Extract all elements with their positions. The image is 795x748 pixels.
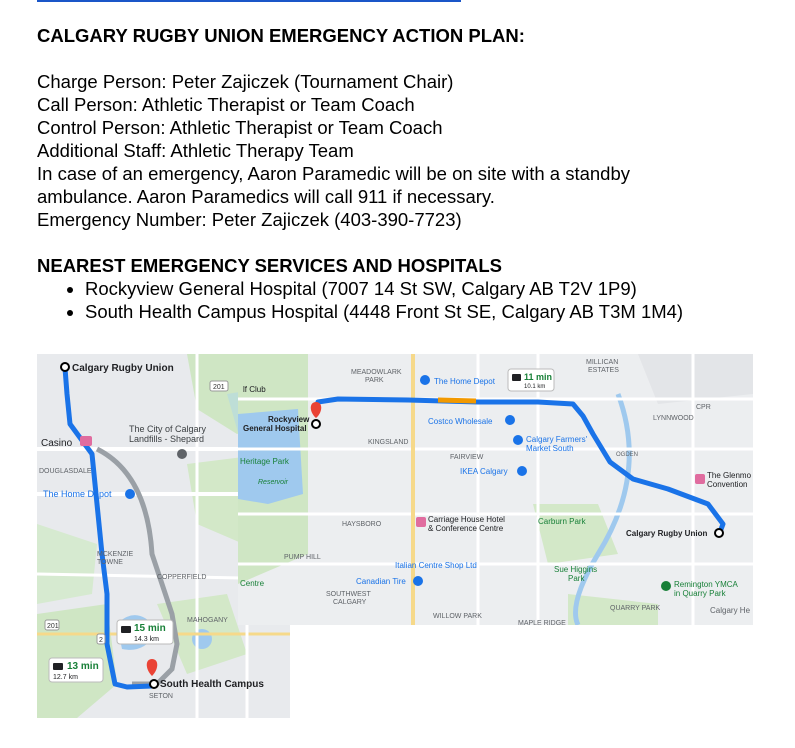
svg-text:Italian Centre Shop Ltd: Italian Centre Shop Ltd: [395, 561, 477, 570]
shopping-icon: [505, 415, 515, 425]
svg-text:WILLOW PARK: WILLOW PARK: [433, 613, 482, 620]
call-person-line: Call Person: Athletic Therapist or Team Coach: [37, 94, 415, 115]
hospital-list: [37, 277, 777, 323]
svg-text:Convention: Convention: [707, 480, 748, 489]
svg-text:lf Club: lf Club: [243, 385, 266, 394]
svg-text:14.3 km: 14.3 km: [134, 636, 159, 643]
shopping-icon: [125, 489, 135, 499]
gym-icon: [661, 581, 671, 591]
top-rule: [37, 0, 461, 2]
map-right-destination-label: Calgary Rugby Union: [626, 529, 708, 538]
svg-text:MEADOWLARK: MEADOWLARK: [351, 369, 402, 376]
svg-text:& Conference Centre: & Conference Centre: [428, 524, 504, 533]
svg-text:CPR: CPR: [696, 404, 711, 411]
svg-text:Park: Park: [568, 574, 585, 583]
hospital-item-rockyview: • Rockyview General Hospital (7007 14 St SW, Calgary AB T2V 1P9): [85, 277, 777, 300]
svg-text:HAYSBORO: HAYSBORO: [342, 521, 382, 528]
emergency-note-line-2: ambulance. Aaron Paramedics will call 911 if necessary.: [37, 186, 495, 207]
additional-staff-line: Additional Staff: Athletic Therapy Team: [37, 140, 354, 161]
shopping-icon: [517, 466, 527, 476]
shopping-icon: [513, 435, 523, 445]
svg-text:Landfills - Shepard: Landfills - Shepard: [129, 434, 205, 444]
svg-text:LYNNWOOD: LYNNWOOD: [653, 415, 694, 422]
shopping-icon: [413, 576, 423, 586]
car-icon: [512, 374, 521, 381]
hospitals-heading: NEAREST EMERGENCY SERVICES AND HOSPITALS: [37, 255, 502, 276]
hotel-icon: [695, 474, 705, 484]
map-left-destination-label: South Health Campus: [160, 679, 264, 690]
svg-text:COPPERFIELD: COPPERFIELD: [157, 574, 207, 581]
control-person-line: Control Person: Athletic Therapist or Team Coach: [37, 117, 443, 138]
svg-text:2: 2: [99, 637, 103, 644]
svg-text:Calgary He: Calgary He: [710, 606, 751, 615]
svg-text:KINGSLAND: KINGSLAND: [368, 439, 409, 446]
svg-text:QUARRY PARK: QUARRY PARK: [610, 605, 661, 612]
svg-text:Sue Higgins: Sue Higgins: [554, 565, 598, 574]
emergency-number-line: Emergency Number: Peter Zajiczek (403-390-7723): [37, 209, 462, 230]
svg-text:MAPLE RIDGE: MAPLE RIDGE: [518, 620, 566, 625]
svg-text:Calgary Farmers': Calgary Farmers': [526, 435, 588, 444]
car-icon: [53, 663, 63, 670]
casino-icon: [80, 436, 92, 446]
svg-text:Costco Wholesale: Costco Wholesale: [428, 417, 493, 426]
svg-text:Heritage Park: Heritage Park: [240, 457, 289, 466]
emergency-note-line-1: In case of an emergency, Aaron Paramedic will be on site with a standby: [37, 163, 631, 184]
svg-text:General Hospital: General Hospital: [243, 424, 307, 433]
svg-text:FAIRVIEW: FAIRVIEW: [450, 454, 484, 461]
svg-text:201: 201: [213, 384, 225, 391]
hotel-icon: [416, 517, 426, 527]
document-body: [37, 24, 777, 323]
svg-text:The Home Depot: The Home Depot: [434, 377, 495, 386]
svg-text:13 min: 13 min: [67, 661, 99, 672]
map-left-origin-label: Calgary Rugby Union: [72, 363, 174, 374]
svg-text:IKEA Calgary: IKEA Calgary: [460, 467, 508, 476]
svg-text:OGDEN: OGDEN: [616, 452, 639, 458]
svg-text:11 min: 11 min: [524, 372, 553, 382]
map-right-route-time-box[interactable]: [508, 369, 554, 391]
svg-text:SETON: SETON: [149, 693, 173, 700]
svg-text:Carriage House Hotel: Carriage House Hotel: [428, 515, 505, 524]
svg-text:10.1 km: 10.1 km: [524, 384, 546, 390]
svg-text:MILLICAN: MILLICAN: [586, 359, 619, 366]
car-icon: [121, 626, 131, 633]
svg-text:TOWNE: TOWNE: [97, 559, 123, 566]
svg-text:Carburn Park: Carburn Park: [538, 517, 586, 526]
svg-text:201: 201: [47, 623, 59, 630]
svg-text:The Glenmo: The Glenmo: [707, 471, 752, 480]
svg-text:DOUGLASDALE: DOUGLASDALE: [39, 468, 92, 475]
map-rockyview-route[interactable]: [238, 354, 753, 625]
svg-text:The City of Calgary: The City of Calgary: [129, 424, 207, 434]
svg-text:PUMP HILL: PUMP HILL: [284, 554, 321, 561]
plan-title: CALGARY RUGBY UNION EMERGENCY ACTION PLAN:: [37, 25, 525, 46]
svg-text:Casino: Casino: [41, 438, 73, 449]
svg-text:SOUTHWEST: SOUTHWEST: [326, 591, 371, 598]
svg-text:12.7 km: 12.7 km: [53, 674, 78, 681]
svg-text:Reservoir: Reservoir: [258, 479, 288, 486]
svg-text:15 min: 15 min: [134, 623, 166, 634]
svg-text:Canadian Tire: Canadian Tire: [356, 577, 406, 586]
svg-text:PARK: PARK: [365, 377, 384, 384]
map-right-origin-label: Rockyview: [268, 415, 310, 424]
svg-text:in Quarry Park: in Quarry Park: [674, 589, 726, 598]
hospital-item-south-health: • South Health Campus Hospital (4448 Front St SE, Calgary AB T3M 1M4): [85, 300, 777, 323]
svg-text:Centre: Centre: [240, 579, 265, 588]
map-left-alt-time-box[interactable]: [49, 658, 103, 682]
svg-text:Remington YMCA: Remington YMCA: [674, 580, 738, 589]
map-left-route-time-box[interactable]: [117, 620, 173, 644]
svg-text:The Home Depot: The Home Depot: [43, 489, 112, 499]
svg-text:Market South: Market South: [526, 444, 574, 453]
svg-text:ESTATES: ESTATES: [588, 367, 619, 374]
charge-person-line: Charge Person: Peter Zajiczek (Tournament Chair): [37, 71, 454, 92]
svg-text:CALGARY: CALGARY: [333, 599, 367, 606]
landfill-pin-icon: [177, 449, 187, 459]
svg-text:MAHOGANY: MAHOGANY: [187, 617, 228, 624]
shopping-icon: [420, 375, 430, 385]
svg-text:MCKENZIE: MCKENZIE: [97, 551, 134, 558]
